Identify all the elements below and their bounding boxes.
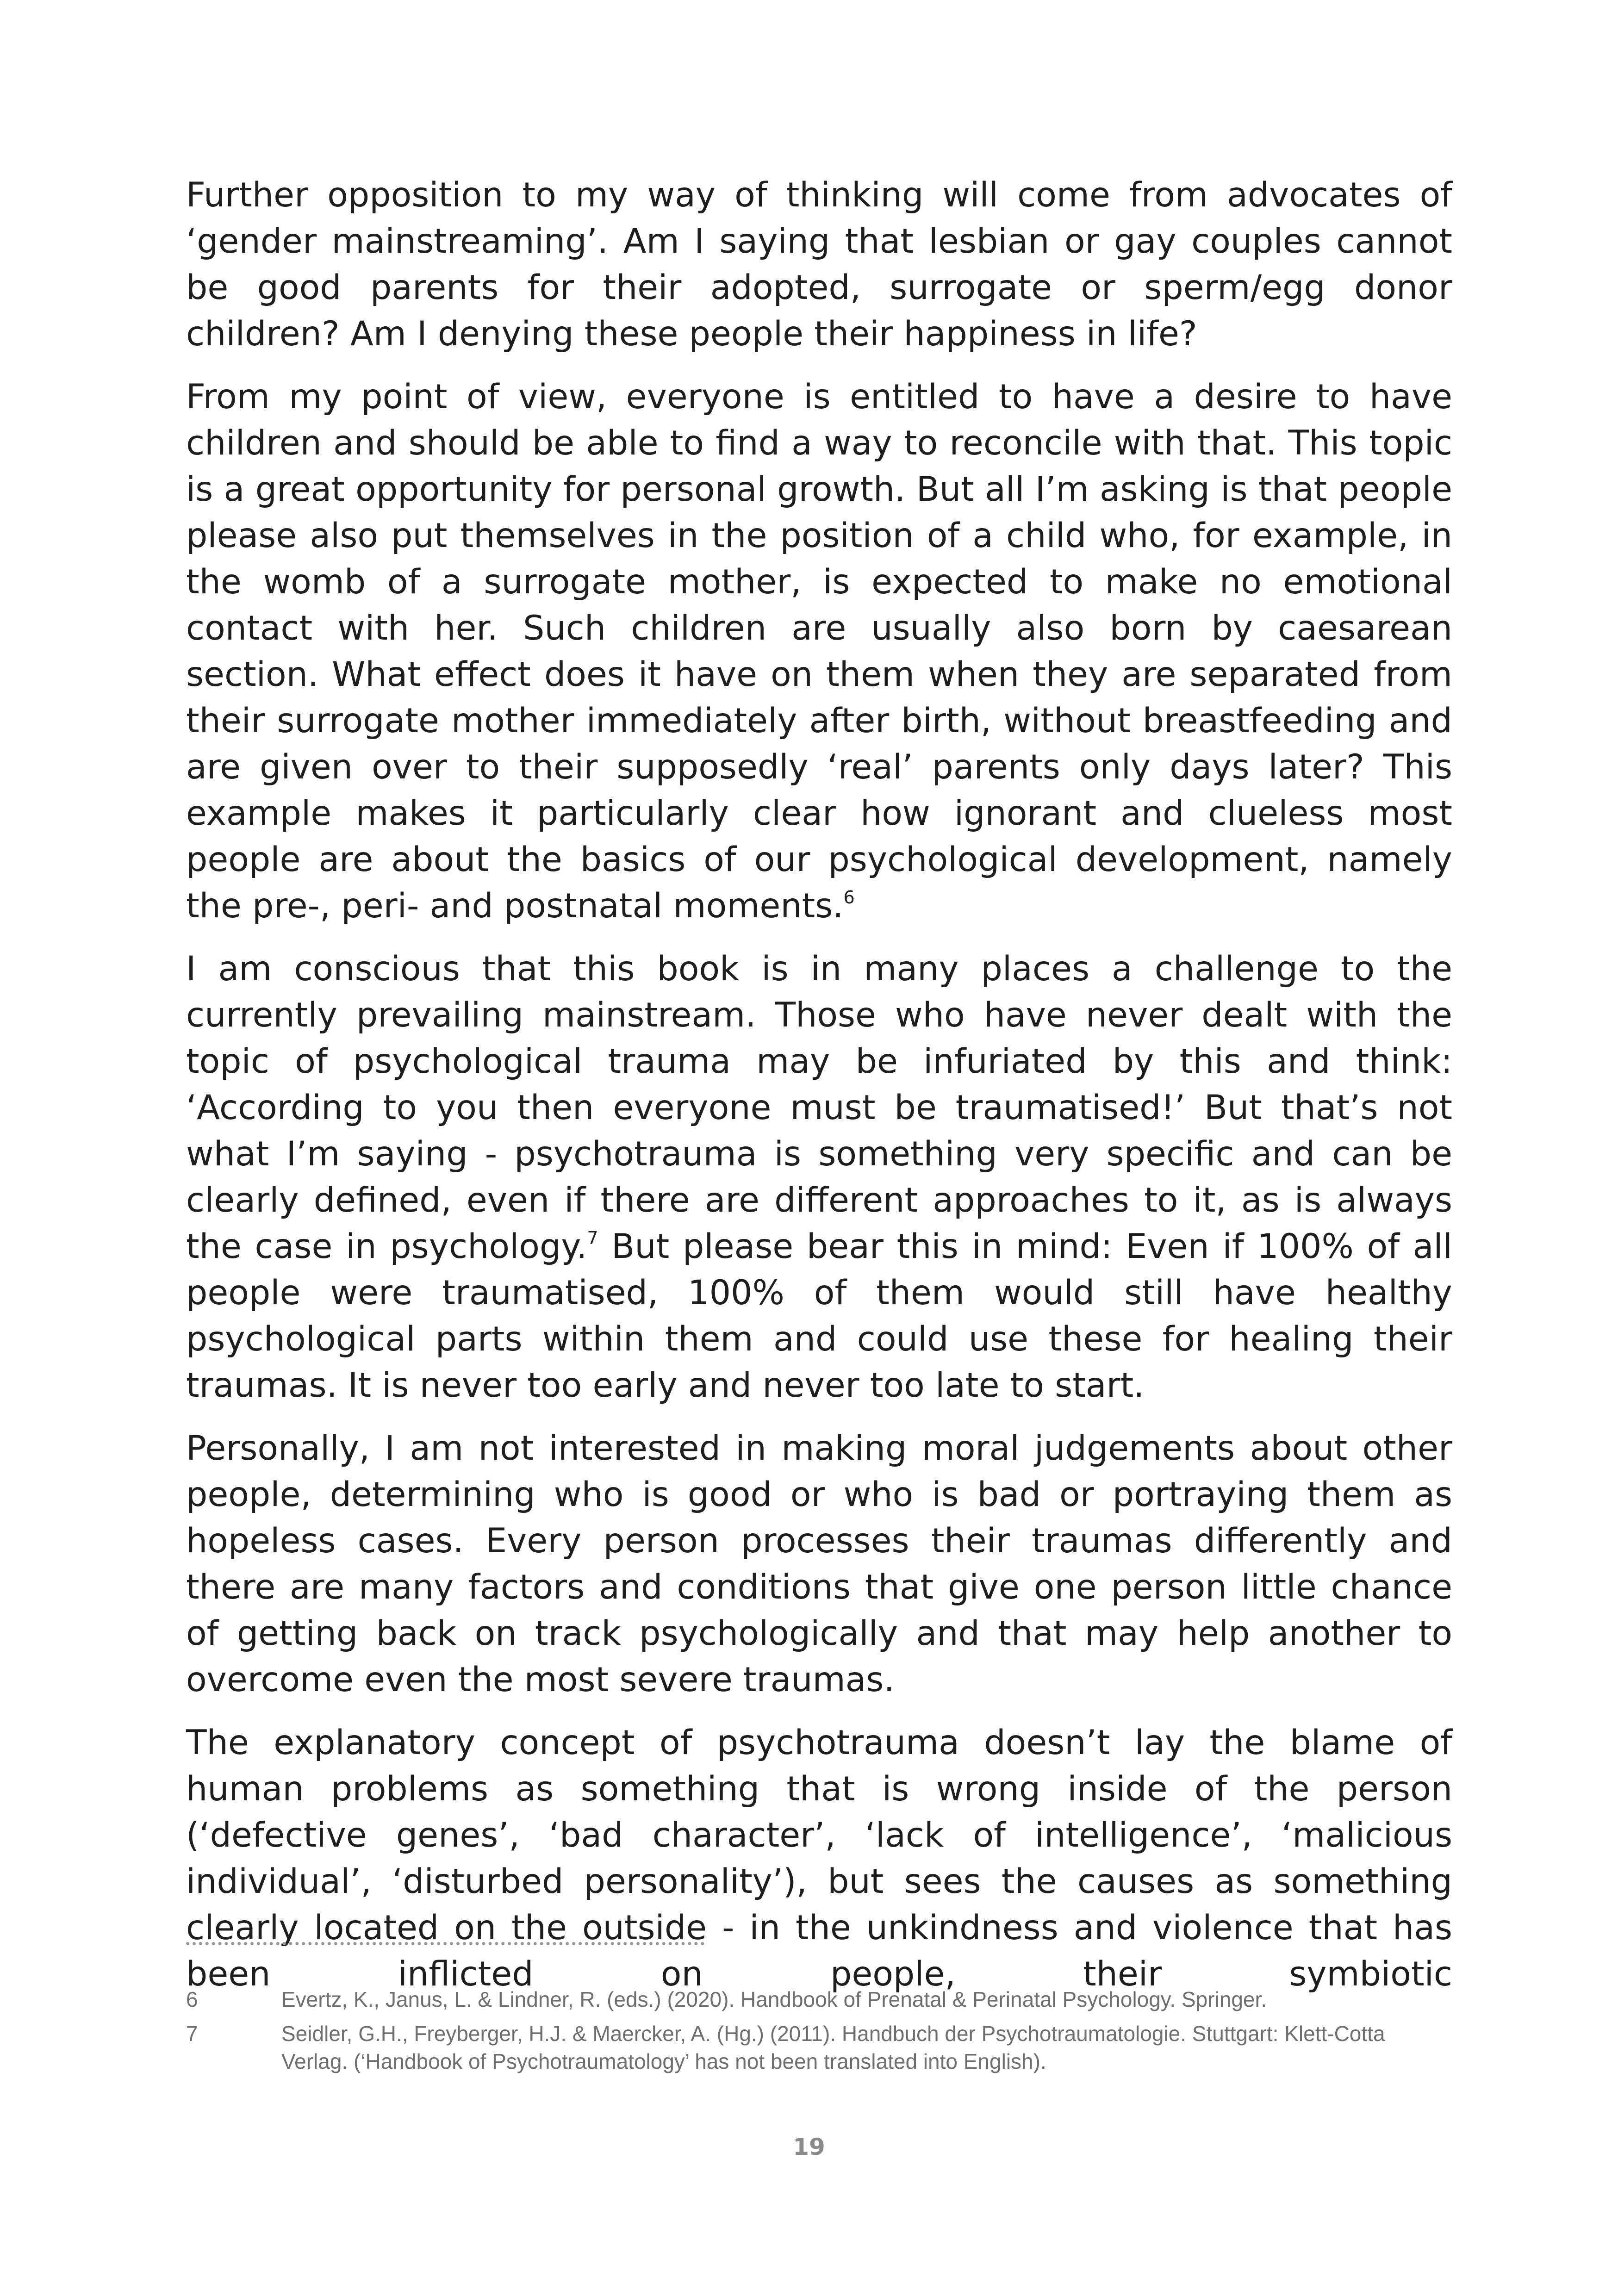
footnote [186, 2020, 1452, 2075]
paragraph [186, 946, 1452, 1409]
main-text [186, 172, 1452, 2014]
paragraph [186, 1720, 1452, 1997]
footnote-number: 6 [186, 1987, 198, 2011]
footnote-ref: 7 [587, 1228, 598, 1248]
paragraph [186, 1425, 1452, 1703]
paragraph-text: Personally, I am not interested in making moral judgements about other people, determining who is good or who is bad or portraying them as hopeless cases. Every person processes their traumas differently and there are many factors and conditions that give one person little chance of getting back on track psychologically and that may help another to overcome even the most severe traumas. [186, 1429, 1452, 1699]
footnotes [186, 1985, 1452, 2082]
footnote-ref: 6 [843, 887, 855, 908]
paragraph-text: From my point of view, everyone is entitled to have a desire to have children and should be able to find a way to reconcile with that. This topic is a great opportunity for personal growth. But all I’m asking is that people please also put themselves in the position of a child who, for example, in the womb of a surrogate mother, is expected to make no emotional contact with her. Such children are usually also born by caesarean section. What effect does it have on them when they are separated from their surrogate mother immediately after birth, without breastfeeding and are given over to their supposedly ‘real’ parents only days later? This example makes it particularly clear how ignorant and clueless most people are about the basics of our psychological development, namely the pre-, peri- and postnatal moments. [186, 377, 1452, 926]
footnote-text: Evertz, K., Janus, L. & Lindner, R. (eds.) (2020). Handbook of Prenatal & Perinatal Psychology. Springer. [281, 1987, 1267, 2011]
paragraph-text: But please bear this in mind: Even if 100% of all people were traumatised, 100% of them would still have healthy psychological parts within them and could use these for healing their traumas. It is never too early and never too late to start. [186, 1227, 1452, 1405]
paragraph [186, 374, 1452, 929]
footnote [186, 1985, 1452, 2013]
paragraph-text: I am conscious that this book is in many places a challenge to the currently prevailing mainstream. Those who have never dealt with the topic of psychological trauma may be infuriated by this and think: ‘According to you then everyone must be traumatised!’ But that’s not what I’m saying - psychotrauma is something very specific and can be clearly defined, even if there are different approaches to it, as is always the case in psychology. [186, 949, 1452, 1266]
footnote-number: 7 [186, 2022, 198, 2046]
paragraph-text: Further opposition to my way of thinking will come from advocates of ‘gender mainstreaming’. Am I saying that lesbian or gay couples cannot be good parents for their adopted, surrogate or sperm/egg donor children? Am I denying these people their happiness in life? [186, 175, 1452, 354]
footnote-text: Seidler, G.H., Freyberger, H.J. & Maercker, A. (Hg.) (2011). Handbuch der Psychotraumatologie. Stuttgart: Klett-Cotta Verlag. (‘Handbook of Psychotraumatology’ has not been translated into English). [281, 2022, 1385, 2073]
page-number: 19 [793, 2134, 825, 2160]
footnote-divider [186, 1942, 704, 1945]
paragraph [186, 172, 1452, 357]
paragraph-text: The explanatory concept of psychotrauma doesn’t lay the blame of human problems as something that is wrong inside of the person (‘defective genes’, ‘bad character’, ‘lack of intelligence’, ‘malicious individual’, ‘disturbed personality’), but sees the causes as something clearly located on the outside - in the unkindness and violence that has been inflicted on people, their symbiotic [186, 1723, 1452, 1994]
